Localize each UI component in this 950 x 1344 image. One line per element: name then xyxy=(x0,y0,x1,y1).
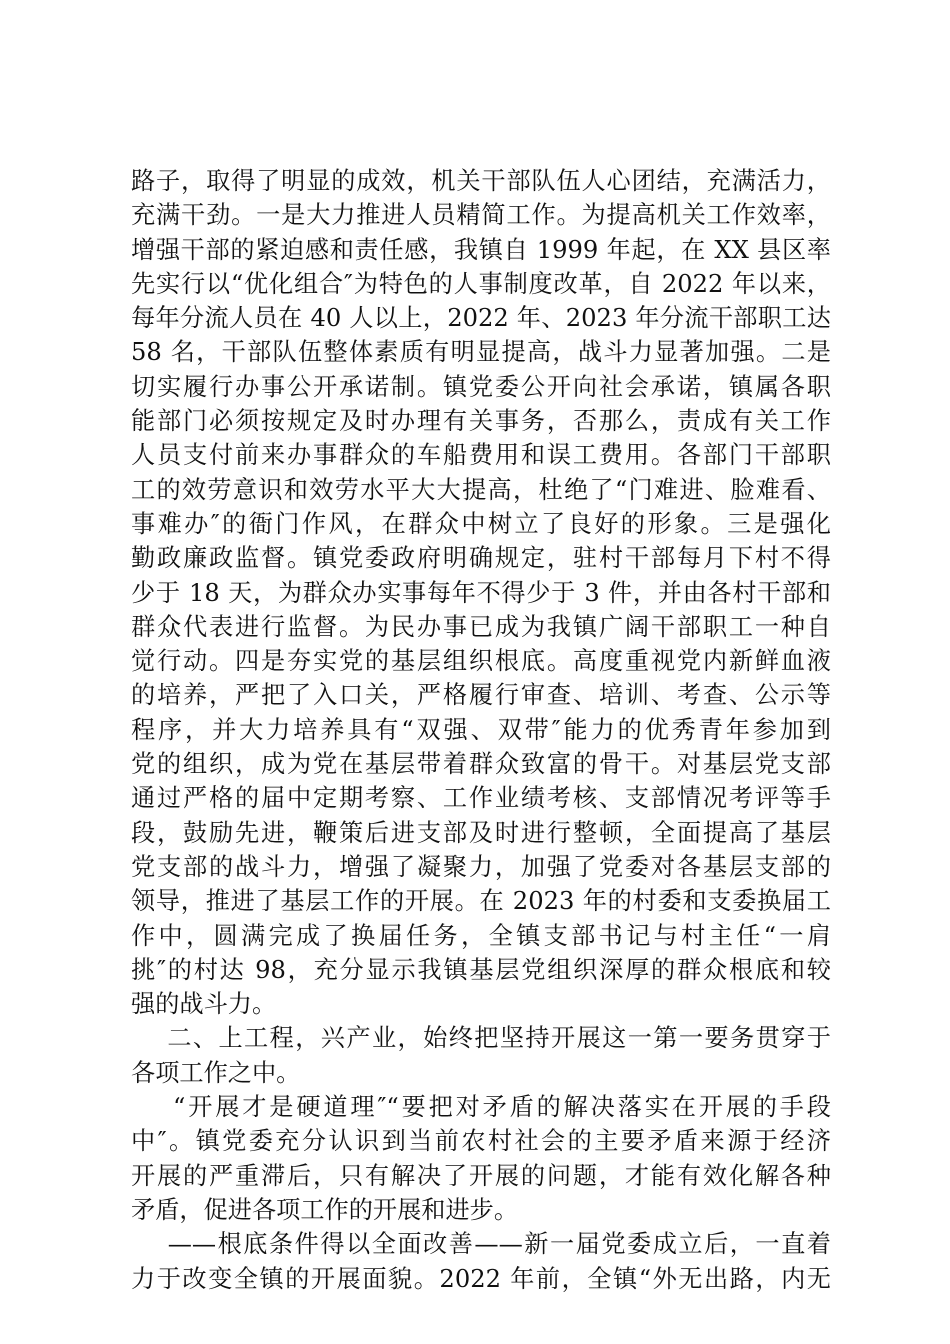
text-line: 党的组织，成为党在基层带着群众致富的骨干。对基层党支部 xyxy=(131,750,831,779)
text-line: 充满干劲。一是大力推进人员精简工作。为提高机关工作效率， xyxy=(131,201,831,230)
text-line: 挑″的村达 98，充分显示我镇基层党组织深厚的群众根底和较 xyxy=(131,955,831,984)
text-line: 勤政廉政监督。镇党委政府明确规定，驻村干部每月下村不得 xyxy=(131,544,831,573)
text-line: 路子，取得了明显的成效，机关干部队伍人心团结，充满活力， xyxy=(131,167,831,195)
text-line: 中″。镇党委充分认识到当前农村社会的主要矛盾来源于经济 xyxy=(131,1127,831,1156)
text-line: 作中，圆满完成了换届任务，全镇支部书记与村主任“一肩 xyxy=(131,921,831,950)
text-line: 程序，并大力培养具有“双强、双带″能力的优秀青年参加到 xyxy=(131,715,831,744)
text-line: 各项工作之中。 xyxy=(131,1058,301,1087)
text-line: 每年分流人员在 40 人以上，2022 年、2023 年分流干部职工达 xyxy=(131,304,831,333)
text-line: 58 名，干部队伍整体素质有明显提高，战斗力显著加强。二是 xyxy=(131,338,831,367)
text-line: 二、上工程，兴产业，始终把坚持开展这一第一要务贯穿于 xyxy=(131,1024,831,1053)
text-line: 的培养，严把了入口关，严格履行审查、培训、考查、公示等 xyxy=(131,681,831,710)
text-line: 党支部的战斗力，增强了凝聚力，加强了党委对各基层支部的 xyxy=(131,852,831,881)
text-line: 事难办″的衙门作风，在群众中树立了良好的形象。三是强化 xyxy=(131,509,831,538)
text-line: 矛盾，促进各项工作的开展和进步。 xyxy=(131,1195,519,1224)
body-text xyxy=(131,164,831,1296)
text-line: 人员支付前来办事群众的车船费用和误工费用。各部门干部职 xyxy=(131,441,831,470)
text-line: 觉行动。四是夯实党的基层组织根底。高度重视党内新鲜血液 xyxy=(131,647,831,676)
text-line: 通过严格的届中定期考察、工作业绩考核、支部情况考评等手 xyxy=(131,784,831,813)
text-line: 少于 18 天，为群众办实事每年不得少于 3 件，并由各村干部和 xyxy=(131,578,831,607)
text-line: “开展才是硬道理″“要把对矛盾的解决落实在开展的手段 xyxy=(131,1093,831,1122)
text-line: 增强干部的紧迫感和责任感，我镇自 1999 年起，在 XX 县区率 xyxy=(131,235,831,264)
text-line: 工的效劳意识和效劳水平大大提高，杜绝了“门难进、脸难看、 xyxy=(131,475,831,504)
text-line: 领导，推进了基层工作的开展。在 2023 年的村委和支委换届工 xyxy=(131,887,831,916)
text-line: 开展的严重滞后，只有解决了开展的问题，才能有效化解各种 xyxy=(131,1161,831,1190)
text-line: 强的战斗力。 xyxy=(131,990,277,1019)
text-line: 力于改变全镇的开展面貌。2022 年前，全镇“外无出路，内无 xyxy=(131,1264,831,1293)
text-line: 群众代表进行监督。为民办事已成为我镇广阔干部职工一种自 xyxy=(131,612,831,641)
text-line: 段，鼓励先进，鞭策后进支部及时进行整顿，全面提高了基层 xyxy=(131,818,831,847)
text-line: 能部门必须按规定及时办理有关事务，否那么，责成有关工作 xyxy=(131,407,831,436)
text-line: ——根底条件得以全面改善——新一届党委成立后，一直着 xyxy=(131,1230,831,1259)
text-line: 切实履行办事公开承诺制。镇党委公开向社会承诺，镇属各职 xyxy=(131,372,831,401)
text-line: 先实行以“优化组合″为特色的人事制度改革，自 2022 年以来， xyxy=(131,269,831,298)
